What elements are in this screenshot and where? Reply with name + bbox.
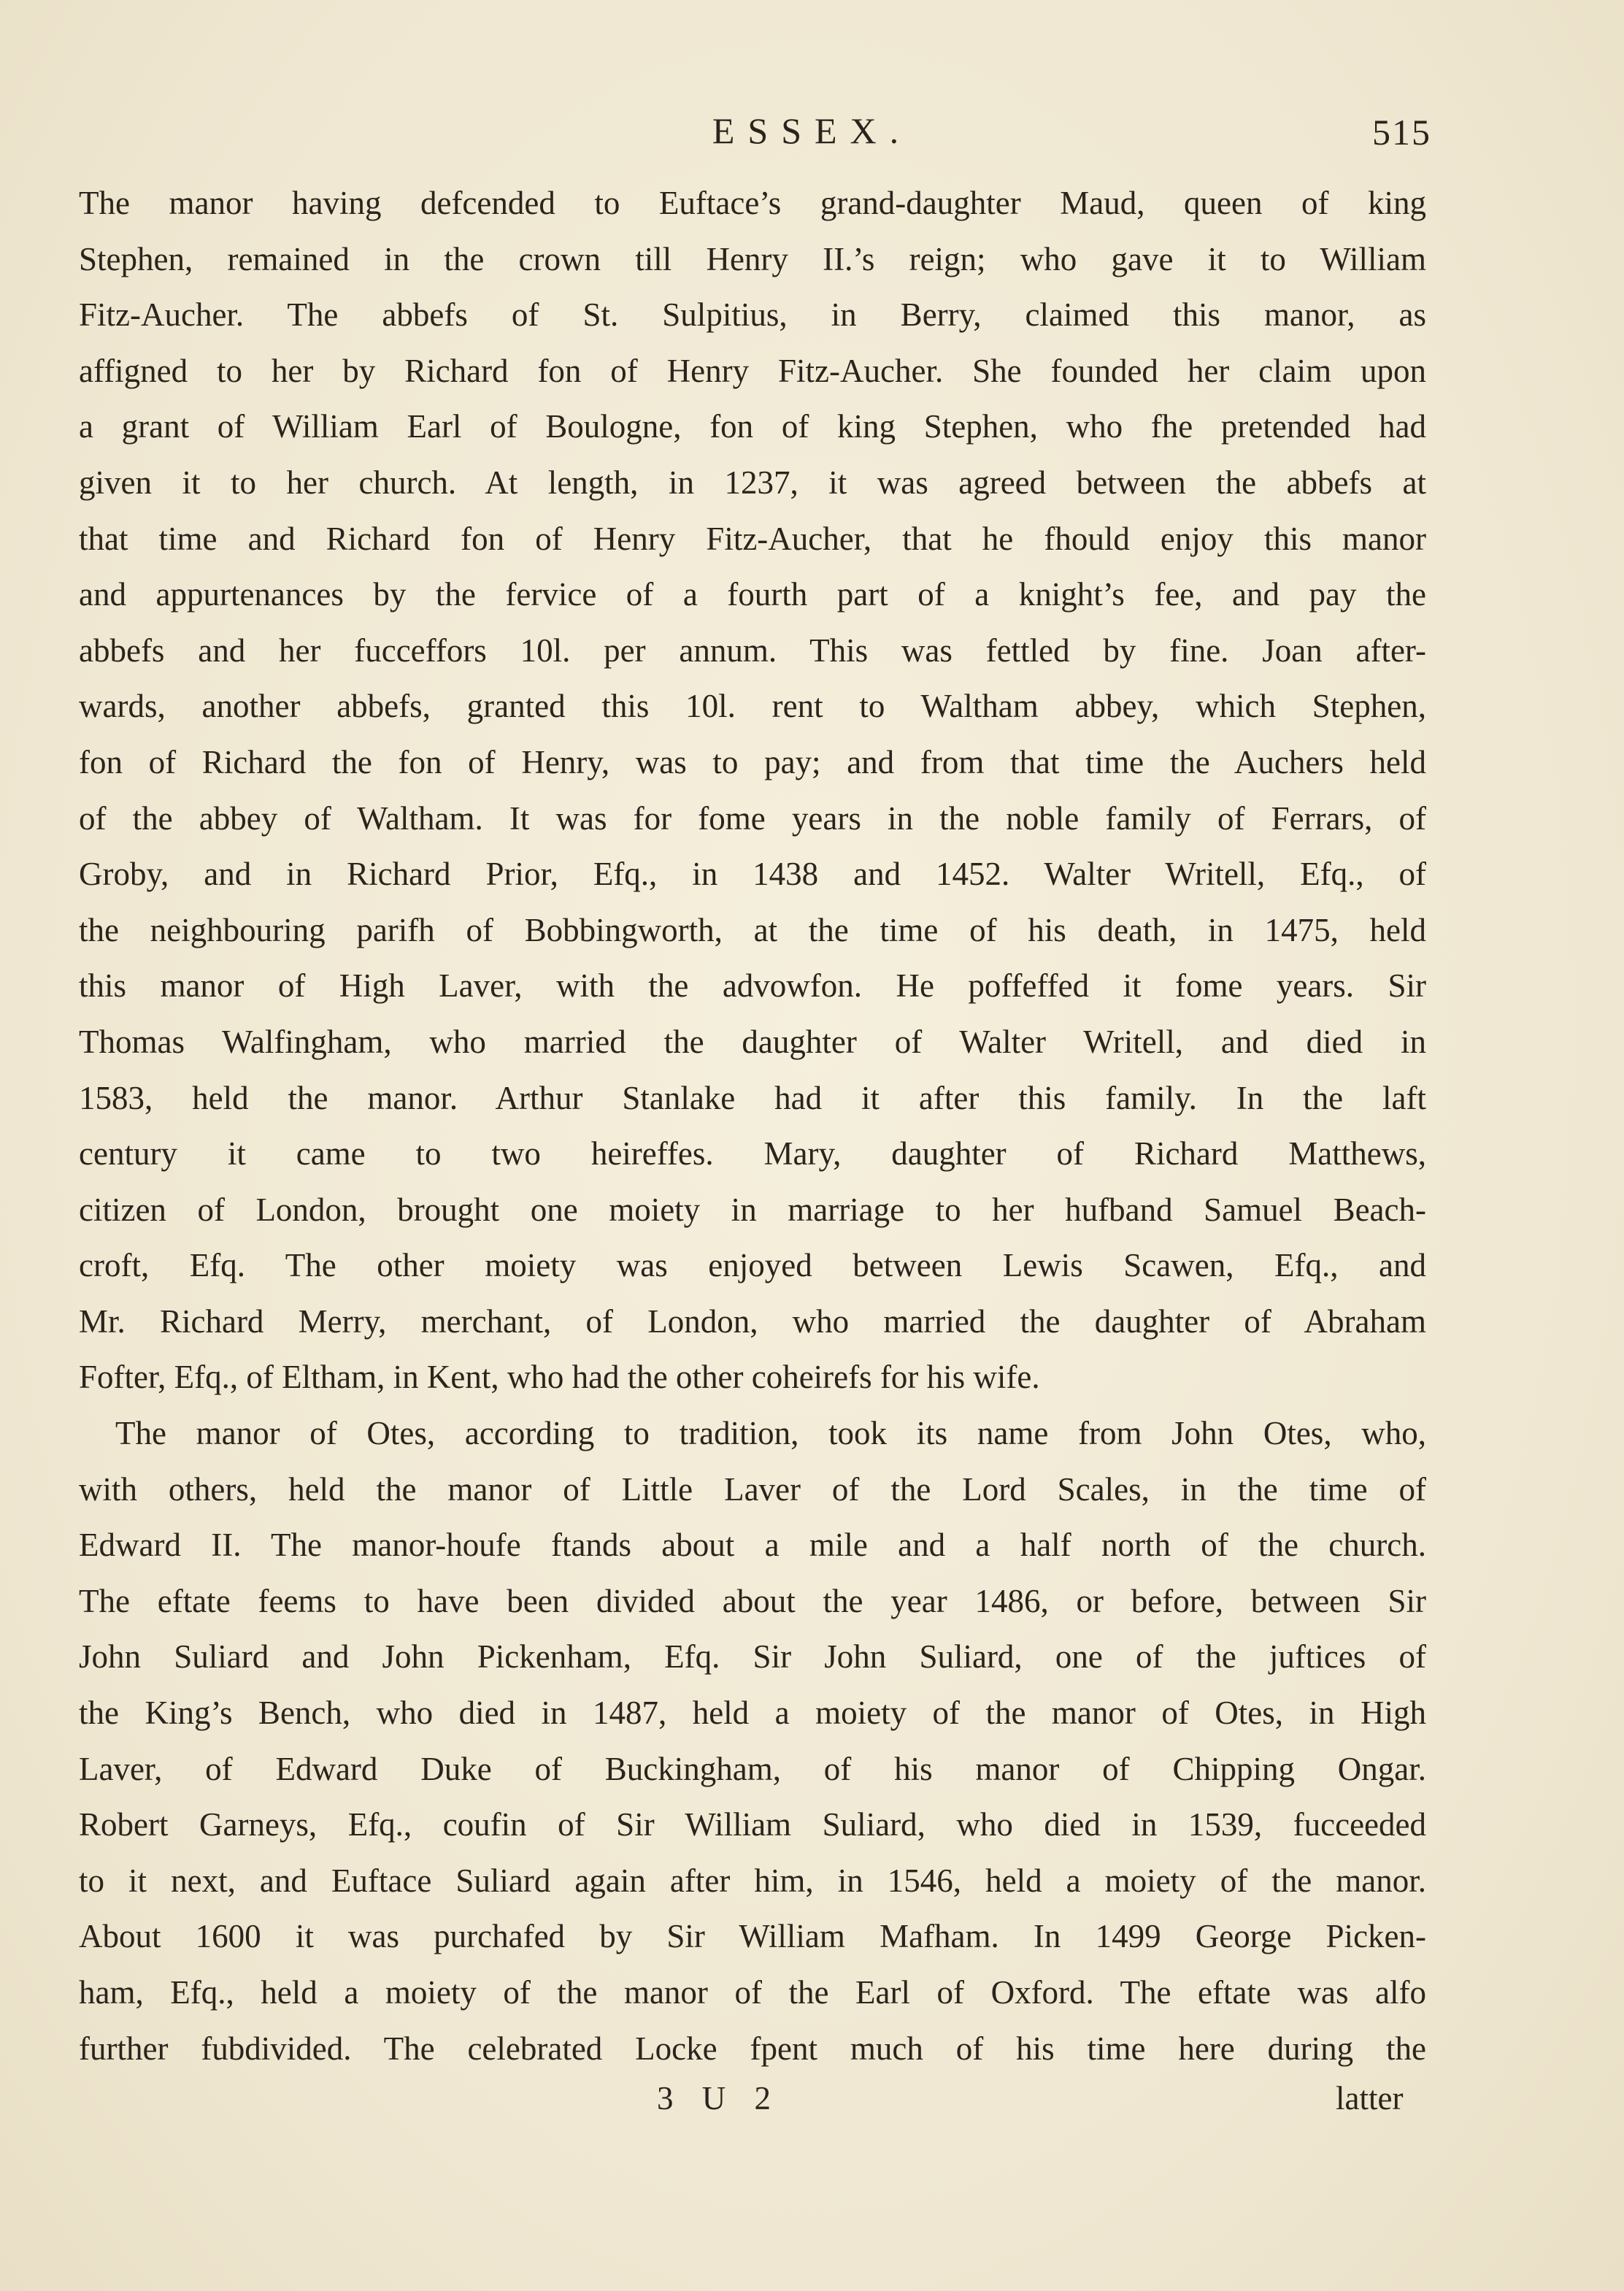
text-line-p1-18: century it came to two heireffes. Mary, daughter of Richard Matthews,	[79, 1135, 1426, 1173]
text-line-p1-21: Mr. Richard Merry, merchant, of London, who married the daughter of Abraham	[79, 1302, 1426, 1340]
body-text	[79, 175, 1426, 2076]
text-line-p1-17: 1583, held the manor. Arthur Stanlake had it after this family. In the laft	[79, 1079, 1426, 1116]
text-line-p1-07: that time and Richard fon of Henry Fitz-Aucher, that he fhould enjoy this manor	[79, 520, 1426, 557]
text-line-p2-02: with others, held the manor of Little Laver of the Lord Scales, in the time of	[79, 1470, 1426, 1508]
text-line-p1-15: this manor of High Laver, with the advowfon. He poffeffed it fome years. Sir	[79, 967, 1426, 1005]
text-line-p1-11: fon of Richard the fon of Henry, was to pay; and from that time the Auchers held	[79, 743, 1426, 780]
text-line-p1-19: citizen of London, brought one moiety in marriage to her hufband Samuel Beach-	[79, 1191, 1426, 1228]
text-line-p1-12: of the abbey of Waltham. It was for fome years in the noble family of Ferrars, of	[79, 799, 1426, 837]
text-line-p2-12: further fubdivided. The celebrated Locke fpent much of his time here during the	[79, 2030, 1426, 2067]
running-title: ESSEX.	[712, 110, 912, 151]
text-line-p1-04: affigned to her by Richard fon of Henry Fitz-Aucher. She founded her claim upon	[79, 352, 1426, 389]
text-line-p1-05: a grant of William Earl of Boulogne, fon of king Stephen, who fhe pretended had	[79, 408, 1426, 445]
signature-mark: 3 U 2	[657, 2080, 781, 2117]
page-number: 515	[1372, 112, 1431, 153]
text-line-p1-13: Groby, and in Richard Prior, Efq., in 1438 and 1452. Walter Writell, Efq., of	[79, 856, 1426, 893]
text-line-p1-08: and appurtenances by the fervice of a fourth part of a knight’s fee, and pay the	[79, 576, 1426, 613]
catchword: latter	[1336, 2080, 1404, 2117]
page-footer	[0, 2079, 1624, 2123]
text-line-p1-16: Thomas Walfingham, who married the daughter of Walter Writell, and died in	[79, 1023, 1426, 1060]
text-line-p1-09: abbefs and her fucceffors 10l. per annum. This was fettled by fine. Joan after-	[79, 632, 1426, 669]
text-line-p2-01: The manor of Otes, according to tradition, took its name from John Otes, who,	[115, 1415, 1426, 1452]
text-line-p2-11: ham, Efq., held a moiety of the manor of the Earl of Oxford. The eftate was alfo	[79, 1974, 1426, 2011]
text-line-p2-04: The eftate feems to have been divided about the year 1486, or before, between Sir	[79, 1582, 1426, 1619]
text-line-p1-01: The manor having defcended to Euftace’s grand-daughter Maud, queen of king	[79, 185, 1426, 221]
text-line-p2-10: About 1600 it was purchafed by Sir William Mafham. In 1499 George Picken-	[79, 1918, 1426, 1955]
text-line-p1-22: Fofter, Efq., of Eltham, in Kent, who had the other coheirefs for his wife.	[79, 1359, 1040, 1396]
text-line-p1-03: Fitz-Aucher. The abbefs of St. Sulpitius, in Berry, claimed this manor, as	[79, 296, 1426, 334]
text-line-p2-08: Robert Garneys, Efq., coufin of Sir William Suliard, who died in 1539, fucceeded	[79, 1806, 1426, 1843]
text-line-p2-03: Edward II. The manor-houfe ftands about a mile and a half north of the church.	[79, 1527, 1426, 1564]
text-line-p2-09: to it next, and Euftace Suliard again after him, in 1546, held a moiety of the manor.	[79, 1862, 1426, 1899]
text-line-p1-20: croft, Efq. The other moiety was enjoyed between Lewis Scawen, Efq., and	[79, 1247, 1426, 1284]
text-line-p1-14: the neighbouring parifh of Bobbingworth, at the time of his death, in 1475, held	[79, 911, 1426, 948]
text-line-p2-05: John Suliard and John Pickenham, Efq. Sir John Suliard, one of the juftices of	[79, 1638, 1426, 1676]
text-line-p2-06: the King’s Bench, who died in 1487, held a moiety of the manor of Otes, in High	[79, 1695, 1426, 1732]
text-line-p1-06: given it to her church. At length, in 1237, it was agreed between the abbefs at	[79, 464, 1426, 501]
text-line-p2-07: Laver, of Edward Duke of Buckingham, of his manor of Chipping Ongar.	[79, 1750, 1426, 1787]
text-line-p1-10: wards, another abbefs, granted this 10l. rent to Waltham abbey, which Stephen,	[79, 688, 1426, 725]
text-line-p1-02: Stephen, remained in the crown till Henry II.’s reign; who gave it to William	[79, 240, 1426, 277]
